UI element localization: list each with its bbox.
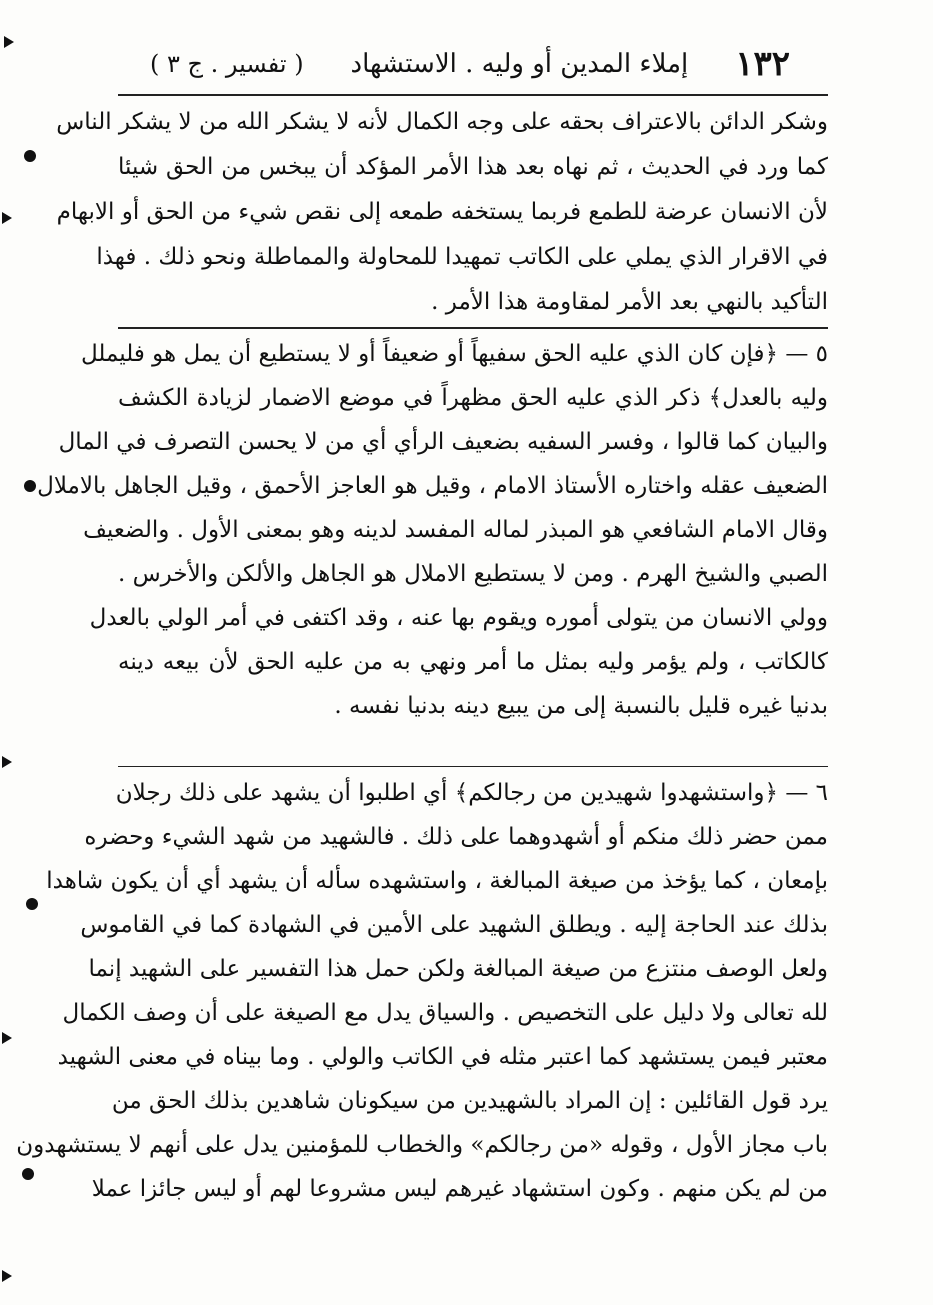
scan-mark bbox=[2, 212, 12, 224]
text-line: الصبي والشيخ الهرم . ومن لا يستطيع الاملال هو الجاهل والألكن والأخرس . bbox=[117, 561, 828, 587]
paragraph-6 bbox=[16, 771, 828, 1211]
text-line: كما ورد في الحديث ، ثم نهاه بعد هذا الأمر المؤكد أن يبخس من الحق شيئا bbox=[118, 154, 828, 180]
page-number: ١٣٢ bbox=[735, 44, 790, 84]
section-divider bbox=[118, 766, 828, 767]
running-title: إملاء المدين أو وليه . الاستشهاد bbox=[350, 49, 689, 79]
scan-mark bbox=[2, 1032, 12, 1044]
text-line: معتبر فيمن يستشهد كما اعتبر مثله في الكاتب والولي . وما بيناه في معنى الشهيد bbox=[57, 1044, 828, 1070]
text-line: وولي الانسان من يتولى أموره ويقوم بها عنه ، وقد اكتفى في أمر الولي بالعدل bbox=[89, 605, 828, 631]
text-line: ممن حضر ذلك منكم أو أشهدوهما على ذلك . فالشهيد من شهد الشيء وحضره bbox=[84, 824, 828, 850]
scan-mark bbox=[2, 756, 12, 768]
text-line: الضعيف عقله واختاره الأستاذ الامام ، وقيل هو العاجز الأحمق ، وقيل الجاهل بالاملال bbox=[37, 473, 828, 499]
text-line: والبيان كما قالوا ، وفسر السفيه بضعيف الرأي أي من لا يحسن التصرف في المال bbox=[58, 429, 828, 455]
text-line: بدنيا غيره قليل بالنسبة إلى من يبيع دينه بدنيا نفسه . bbox=[334, 693, 828, 719]
volume-label: ( تفسير . ج ٣ ) bbox=[150, 50, 304, 78]
header-rule bbox=[118, 94, 828, 96]
text-line: وليه بالعدل﴾ ذكر الذي عليه الحق مظهراً في موضع الاضمار لزيادة الكشف bbox=[118, 385, 828, 411]
text-line: يرد قول القائلين : إن المراد بالشهيدين من سيكونان شاهدين بذلك الحق من bbox=[111, 1088, 828, 1114]
text-line: ٦ — ﴿واستشهدوا شهيدين من رجالكم﴾ أي اطلبوا أن يشهد على ذلك رجلان bbox=[115, 780, 828, 806]
scan-mark bbox=[2, 1270, 12, 1282]
text-line: في الاقرار الذي يملي على الكاتب تمهيدا للمحاولة والمماطلة ونحو ذلك . فهذا bbox=[96, 244, 828, 270]
scan-mark bbox=[24, 150, 36, 162]
text-line: وشكر الدائن بالاعتراف بحقه على وجه الكمال لأنه لا يشكر الله من لا يشكر الناس bbox=[56, 109, 828, 135]
text-line: ٥ — ﴿فإن كان الذي عليه الحق سفيهاً أو ضعيفاً أو لا يستطيع أن يمل هو فليملل bbox=[80, 341, 828, 367]
paragraph-continuation bbox=[56, 100, 828, 325]
scan-mark bbox=[24, 480, 36, 492]
scan-mark bbox=[22, 1168, 34, 1180]
text-line: لله تعالى ولا دليل على التخصيص . والسياق يدل مع الصيغة على أن وصف الكمال bbox=[62, 1000, 828, 1026]
text-line: بإمعان ، كما يؤخذ من صيغة المبالغة ، واستشهده سأله أن يشهد أي أن يكون شاهدا bbox=[46, 868, 828, 894]
page-header bbox=[150, 40, 790, 88]
paragraph-5 bbox=[37, 332, 828, 728]
text-line: لأن الانسان عرضة للطمع فربما يستخفه طمعه إلى نقص شيء من الحق أو الابهام bbox=[56, 199, 828, 225]
scan-mark bbox=[4, 36, 14, 48]
text-line: باب مجاز الأول ، وقوله «من رجالكم» والخطاب للمؤمنين يدل على أنهم لا يستشهدون bbox=[16, 1132, 828, 1158]
text-line: ولعل الوصف منتزع من صيغة المبالغة ولكن حمل هذا التفسير على الشهيد إنما bbox=[88, 956, 828, 982]
text-line: التأكيد بالنهي بعد الأمر لمقاومة هذا الأمر . bbox=[431, 289, 828, 315]
section-divider bbox=[118, 327, 828, 329]
text-line: كالكاتب ، ولم يؤمر وليه بمثل ما أمر ونهي به من عليه الحق لأن بيعه دينه bbox=[118, 649, 828, 675]
text-line: من لم يكن منهم . وكون استشهاد غيرهم ليس مشروعا لهم أو ليس جائزا عملا bbox=[91, 1176, 828, 1202]
text-line: وقال الامام الشافعي هو المبذر لماله المفسد لدينه وهو بمعنى الأول . والضعيف bbox=[83, 517, 828, 543]
text-line: بذلك عند الحاجة إليه . ويطلق الشهيد على الأمين في الشهادة كما في القاموس bbox=[80, 912, 828, 938]
scan-mark bbox=[26, 898, 38, 910]
